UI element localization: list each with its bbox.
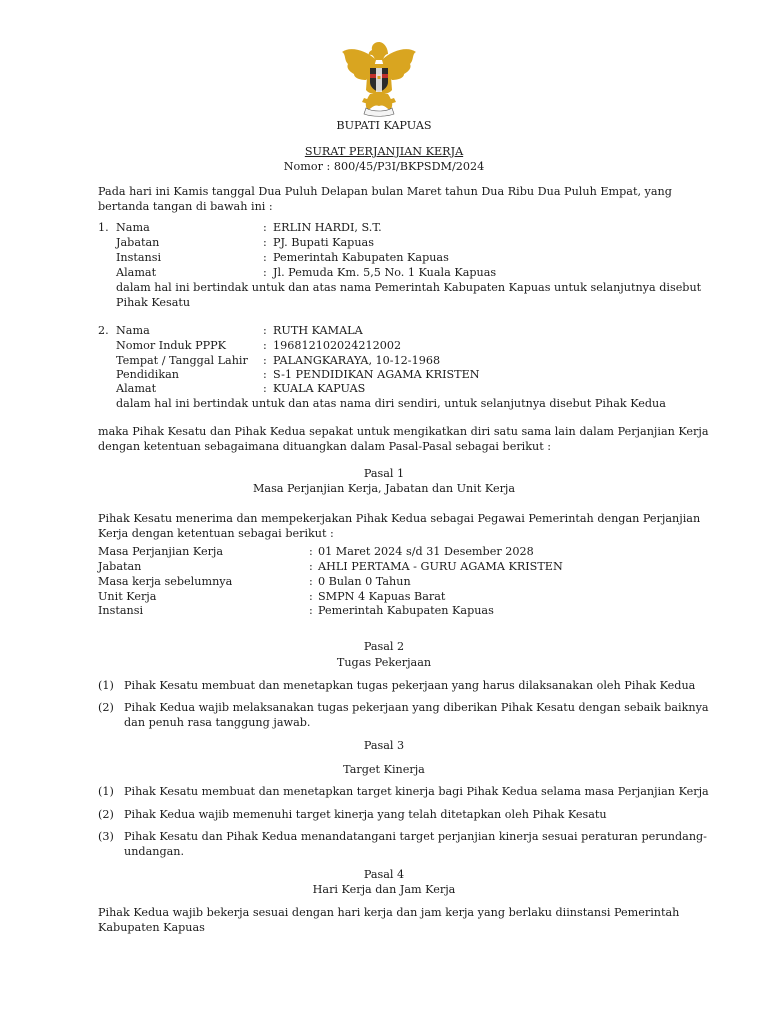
list-number: (2): [98, 701, 114, 714]
colon: :: [263, 339, 267, 352]
pasal-3-item-2: Pihak Kedua wajib memenuhi target kinerja yang telah ditetapkan oleh Pihak Kesatu: [124, 808, 607, 821]
colon: :: [309, 545, 313, 558]
pasal-3-item-1: Pihak Kesatu membuat dan menetapkan target kinerja bagi Pihak Kedua selama masa Perjanjian Kerja: [124, 785, 709, 798]
agreement-line-2: dengan ketentuan sebagaimana dituangkan dalam Pasal-Pasal sebagai berikut :: [98, 440, 552, 453]
pasal-1-label: Masa kerja sebelumnya: [98, 575, 233, 588]
colon: :: [309, 560, 313, 573]
colon: :: [309, 590, 313, 603]
party-2-label: Nama: [116, 324, 150, 337]
document-title: SURAT PERJANJIAN KERJA: [304, 145, 464, 158]
colon: :: [263, 251, 267, 264]
pasal-1-intro-line-1: Pihak Kesatu menerima dan mempekerjakan Pihak Kedua sebagai Pegawai Pemerintah dengan Perjanjian: [98, 512, 701, 525]
colon: :: [263, 382, 267, 395]
party-2-nip: 196812102024212002: [273, 339, 402, 352]
issuer-title: BUPATI KAPUAS: [336, 119, 432, 132]
agreement-line-1: maka Pihak Kesatu dan Pihak Kedua sepakat untuk mengikatkan diri satu sama lain dalam Perjanjian Kerja: [98, 425, 709, 438]
party-2-note: dalam hal ini bertindak untuk dan atas nama diri sendiri, untuk selanjutnya disebut Pihak Kedua: [116, 397, 666, 410]
party-2-label: Nomor Induk PPPK: [116, 339, 227, 352]
pasal-3-item-3-line-2: undangan.: [124, 845, 185, 858]
list-number: (2): [98, 808, 114, 821]
previous-work-period: 0 Bulan 0 Tahun: [318, 575, 411, 588]
party-2-label: Alamat: [116, 382, 157, 395]
party-2-label: Tempat / Tanggal Lahir: [116, 354, 248, 367]
party-1-label: Jabatan: [116, 236, 160, 249]
colon: :: [263, 324, 267, 337]
contract-period: 01 Maret 2024 s/d 31 Desember 2028: [318, 545, 534, 558]
opening-line-1: Pada hari ini Kamis tanggal Dua Puluh Delapan bulan Maret tahun Dua Ribu Dua Puluh Empat, yang: [98, 185, 672, 198]
list-number: (3): [98, 830, 114, 843]
party-1-number: 1.: [98, 221, 109, 234]
pasal-1-label: Jabatan: [98, 560, 142, 573]
party-2-birth: PALANGKARAYA, 10-12-1968: [273, 354, 441, 367]
work-unit: SMPN 4 Kapuas Barat: [318, 590, 446, 603]
pasal-2-subheading: Tugas Pekerjaan: [336, 656, 432, 669]
garuda-emblem-icon: [336, 38, 422, 118]
party-1-label: Alamat: [116, 266, 157, 279]
colon: :: [263, 236, 267, 249]
document-number: Nomor : 800/45/P3I/BKPSDM/2024: [283, 160, 485, 173]
pasal-1-label: Masa Perjanjian Kerja: [98, 545, 224, 558]
party-1-label: Nama: [116, 221, 150, 234]
colon: :: [263, 266, 267, 279]
pasal-4-line-1: Pihak Kedua wajib bekerja sesuai dengan hari kerja dan jam kerja yang berlaku diinstansi Pemerintah: [98, 906, 680, 919]
colon: :: [309, 604, 313, 617]
list-number: (1): [98, 785, 114, 798]
party-1-name: ERLIN HARDI, S.T.: [273, 221, 382, 234]
party-2-education: S-1 PENDIDIKAN AGAMA KRISTEN: [273, 368, 480, 381]
job-position: AHLI PERTAMA - GURU AGAMA KRISTEN: [318, 560, 563, 573]
party-2-address: KUALA KAPUAS: [273, 382, 366, 395]
pasal-2-item-1: Pihak Kesatu membuat dan menetapkan tugas pekerjaan yang harus dilaksanakan oleh Pihak Kedua: [124, 679, 696, 692]
pasal-4-heading: Pasal 4: [363, 868, 405, 881]
party-1-note-line-1: dalam hal ini bertindak untuk dan atas nama Pemerintah Kabupaten Kapuas untuk selanjutnya disebut: [116, 281, 702, 294]
party-2-label: Pendidikan: [116, 368, 179, 381]
party-1-note-line-2: Pihak Kesatu: [116, 296, 191, 309]
pasal-1-heading: Pasal 1: [363, 467, 405, 480]
pasal-3-subheading: Target Kinerja: [343, 763, 425, 776]
institution: Pemerintah Kabupaten Kapuas: [318, 604, 494, 617]
party-1-label: Instansi: [116, 251, 162, 264]
opening-line-2: bertanda tangan di bawah ini :: [98, 200, 273, 213]
party-2-name: RUTH KAMALA: [273, 324, 363, 337]
pasal-3-item-3-line-1: Pihak Kesatu dan Pihak Kedua menandatangani target perjanjian kinerja sesuai peraturan perundang-: [124, 830, 707, 843]
colon: :: [263, 221, 267, 234]
party-1-position: PJ. Bupati Kapuas: [273, 236, 374, 249]
pasal-1-intro-line-2: Kerja dengan ketentuan sebagai berikut :: [98, 527, 334, 540]
colon: :: [263, 354, 267, 367]
pasal-2-item-2-line-2: dan penuh rasa tanggung jawab.: [124, 716, 311, 729]
pasal-3-heading: Pasal 3: [363, 739, 405, 752]
colon: :: [263, 368, 267, 381]
pasal-1-label: Instansi: [98, 604, 144, 617]
list-number: (1): [98, 679, 114, 692]
colon: :: [309, 575, 313, 588]
pasal-4-subheading: Hari Kerja dan Jam Kerja: [312, 883, 456, 896]
pasal-1-subheading: Masa Perjanjian Kerja, Jabatan dan Unit Kerja: [252, 482, 516, 495]
pasal-1-label: Unit Kerja: [98, 590, 157, 603]
party-1-address: Jl. Pemuda Km. 5,5 No. 1 Kuala Kapuas: [273, 266, 497, 279]
party-2-number: 2.: [98, 324, 109, 337]
pasal-2-heading: Pasal 2: [363, 640, 405, 653]
pasal-2-item-2-line-1: Pihak Kedua wajib melaksanakan tugas pekerjaan yang diberikan Pihak Kesatu dengan sebaik baiknya: [124, 701, 709, 714]
party-1-institution: Pemerintah Kabupaten Kapuas: [273, 251, 449, 264]
pasal-4-line-2: Kabupaten Kapuas: [98, 921, 205, 934]
